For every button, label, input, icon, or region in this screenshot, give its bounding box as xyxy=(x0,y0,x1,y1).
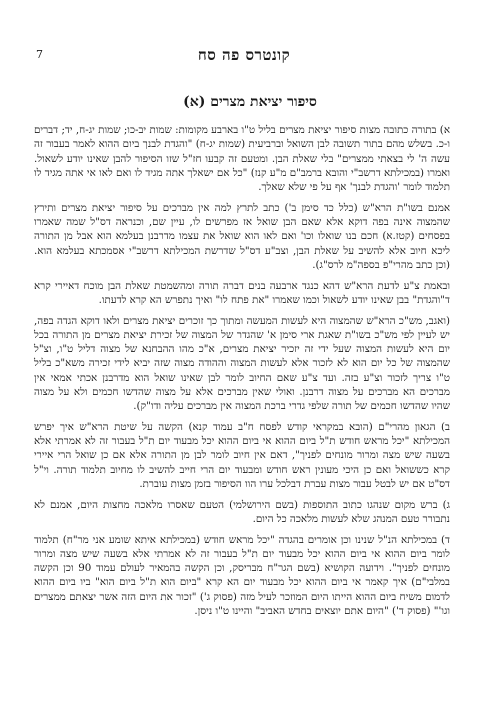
paragraph-dalet: ד) במכילתא הנ"ל שנינו וכן אומרים בהגדה "יכל מראש חודש (במכילתא איתא שומע אני מר"ח) תלמוד לומר ביום ההוא אי ביום ההוא יכל מבעוד יום ת"ל בעבור זה לא אמרתי אלא בשעה שיש מצה ומרור מונחים לפניך". וידועה הקושיא (בשם הגר"ח מבריסק, וכן הקשה בהמאיר לעולם עמוד 90 וכן הקשה במלבי"ם) איך קאמר אי ביום ההוא יכל מבעוד יום הא קרא "ביום הוא ת"ל ביום הוא" ביו ביום ההוא לדמום משיח ביום ההוא הייתו היום המוזכר לעיל מזה (פסוק ג') "זכור את היום הזה אשר יצאתם ממצרים וגו'" (פסוק ד') "היום אתם יוצאים בחדש האביב" והיינו ט"ו ניסן. xyxy=(34,533,451,617)
page-header xyxy=(36,46,452,66)
paragraph-rosh-opinion: אמנם בשו"ת הרא"ש (כלל כד סימן ב') כתב לתרץ למה אין מברכים על סיפור יציאת מצרים ותירץ שהמצוה אינה בפה דוקא אלא שאם הבן שואל אז מפרשים לו, עיין שם, וכנראה דס"ל שמה שאמרו בפסחים (קטז.א) חכם בנו שואלו וכו' ואם לאו הוא שואל את עצמו מדרבנן בעלמא הוא אבל מן התורה ליכא חיוב אלא להשיב על שאלת הבן, וצב"ע דס"ל שדרשת המכילתא דרשב"י אסמכתא בעלמא הוא. (וכן כתב מהרי"פ בספה"מ לרס"ג). xyxy=(34,201,450,271)
paragraph-rosh-question: ובאמת צ"ע לדעת הרא"ש דהא כנגד ארבעה בנים דברה תורה ומהשמטת שאלת הבן מוכח דאיירי קרא ד"והגדת" בבן שאינו יודע לשאול וכמו שאמרו "את פתח לו" ואיך נתפרש הא קרא לדעתו. xyxy=(34,279,450,306)
running-title: קונטרס פה סח xyxy=(197,46,291,64)
paragraph-aside: (ואגב, מש"כ הרא"ש שהמצוה היא לעשות המעשה ומתוך כך זוכרים יציאת מצרים ולאו דוקא הגדה בפה, יש לעיין לפי מש"כ בשו"ת שאגת ארי סימן א' שהגדר של המצוה של זכירת יציאת מצרים מן התורה בכל יום היא לעשות המצוה שעל ידי זה יזכיר יציאת מצרים, א"כ מהו ההבחנא של מצוה דליל ט"ו, וצ"ל שהמצוה של כל יום הוא לא לזכור אלא לעשות המצוה וההודה מצוה שזה יביא לידי זכירה משא"כ בליל ט"ו צריך לזכור וצ"ע בזה. ועד צ"ע שאם החיוב לומר לבן שאינו שואל הוא מדרבנן אכתי אמאי אין מברכים הא מברכים על מצוה דרבנן. ואולי שאין מברכים אלא על מצוה שהדשו חכמים ולא על מצוה שהיו שהדשו חכמים של תורה שלפי גדרי ברכת המצוה אין מברכים עליה ודו"ק). xyxy=(34,314,450,412)
paragraph-bet: ב) הגאון מהרי"ם (הובא במקראי קודש לפסח ח"ב עמוד קנא) הקשה על שיטת הרא"ש איך יפרש המכילתא "יכל מראש חודש ת"ל ביום ההוא אי ביום ההוא יכל מבעוד יום ת"ל בעבור זה לא אמרתי אלא בשעה שיש מצה ומרור מונחים לפניך", דאם אין חיוב לומר לבן מן התורה אלא אם כן שואל הרי איירי קרא כששואל ואם כן היכי מעונין ראש חודש ומבעוד יום הרי חייב להשיב לו מחיוב תלמוד תורה. וי"ל דס"ט אם יש לבטל עבור מצות עברת דבלכל ערו הוו הסיפור בזמן מצות עוברת. xyxy=(34,420,450,490)
paragraph-gimel: ג) ברש מקום שנהגו כתוב התוספות (בשם הירושלמי) הטעם שאסרו מלאכה מחצות היום, אמנם לא נתבורר טעם המנהג שלא לעשות מלאכה כל היום. xyxy=(34,498,450,525)
section-title: סיפור יציאת מצרים (א) xyxy=(183,94,317,110)
page-number: 7 xyxy=(36,48,43,61)
paragraph-alef: א) בתורה כתובה מצות סיפור יציאת מצרים בליל ט"ו בארבע מקומות: שמות יב-כו; שמות יג-ח, יד; דברים ו-כ. בשלש מהם בתור תשובה לבן השואל וברביעית (שמות יג-ח) "והגדת לבנך ביום ההוא לאמר בעבור זה עשה ה' לי בצאתי ממצרים" בלי שאלת הבן. ומטעם זה קבעו חז"ל שזו הסיפור להבן שאינו יודע לשאול. ואמרו (במכילתא דרשב"י והובא ברמב"ם מ"ע קנז) "כל אם ישאלך אתה מגיד לו ואם לאו אי אתה מגיד לו תלמוד לומר 'והגדת לבנך' אף על פי שלא שאלך. xyxy=(34,124,450,193)
body-text xyxy=(34,123,450,625)
